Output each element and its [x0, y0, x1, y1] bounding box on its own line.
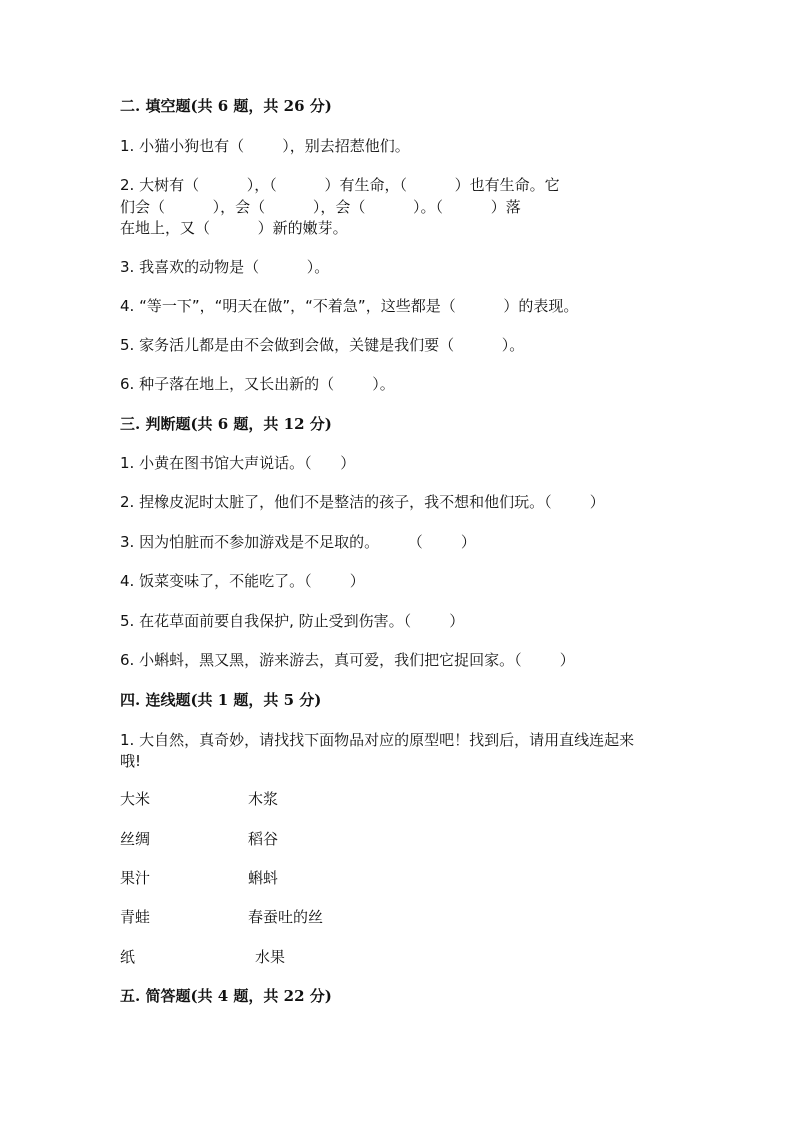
match-left-item: 青蛙 — [120, 908, 151, 926]
fill-question-4: 4. “等一下”，“明天在做”，“不着急”，这些都是（ ）的表现。 — [120, 297, 579, 315]
judge-question-3: 3. 因为怕脏而不参加游戏是不足取的。 （ ） — [120, 533, 476, 551]
judge-question-4: 4. 饭菜变味了，不能吃了。（ ） — [120, 572, 365, 590]
fill-question-1: 1. 小猫小狗也有（ ），别去招惹他们。 — [120, 137, 410, 155]
match-right-item: 稻谷 — [248, 830, 279, 848]
match-question-1-line-1: 1. 大自然，真奇妙，请找找下面物品对应的原型吧！找到后，请用直线连起来 — [120, 731, 635, 749]
match-left-item: 纸 — [120, 948, 136, 966]
match-left-item: 丝绸 — [120, 830, 151, 848]
match-right-item: 蝌蚪 — [248, 869, 279, 887]
judge-question-5: 5. 在花草面前要自我保护, 防止受到伤害。（ ） — [120, 612, 465, 630]
match-right-item: 春蚕吐的丝 — [248, 908, 324, 926]
section-2-title: 二. 填空题(共 6 题，共 26 分) — [120, 97, 332, 115]
match-left-item: 大米 — [120, 790, 151, 808]
match-right-item: 水果 — [255, 948, 286, 966]
fill-question-2-line-1: 2. 大树有（ ），（ ）有生命，（ ）也有生命。它 — [120, 176, 560, 194]
judge-question-1: 1. 小黄在图书馆大声说话。（ ） — [120, 454, 356, 472]
fill-question-2-line-3: 在地上，又（ ）新的嫩芽。 — [120, 219, 348, 237]
match-left-item: 果汁 — [120, 869, 151, 887]
match-right-item: 木浆 — [248, 790, 279, 808]
judge-question-2: 2. 捏橡皮泥时太脏了，他们不是整洁的孩子，我不想和他们玩。（ ） — [120, 493, 605, 511]
section-4-title: 四. 连线题(共 1 题，共 5 分) — [120, 691, 322, 709]
section-5-title: 五. 简答题(共 4 题，共 22 分) — [120, 987, 332, 1005]
match-question-1-line-2: 哦! — [120, 752, 142, 770]
judge-question-6: 6. 小蝌蚪，黑又黑，游来游去，真可爱，我们把它捉回家。（ ） — [120, 651, 575, 669]
fill-question-2-line-2: 们会（ ），会（ ），会（ ）。（ ）落 — [120, 198, 521, 216]
fill-question-5: 5. 家务活儿都是由不会做到会做，关键是我们要（ ）。 — [120, 336, 525, 354]
fill-question-3: 3. 我喜欢的动物是（ ）。 — [120, 258, 330, 276]
fill-question-6: 6. 种子落在地上，又长出新的（ ）。 — [120, 375, 395, 393]
section-3-title: 三. 判断题(共 6 题，共 12 分) — [120, 415, 332, 433]
